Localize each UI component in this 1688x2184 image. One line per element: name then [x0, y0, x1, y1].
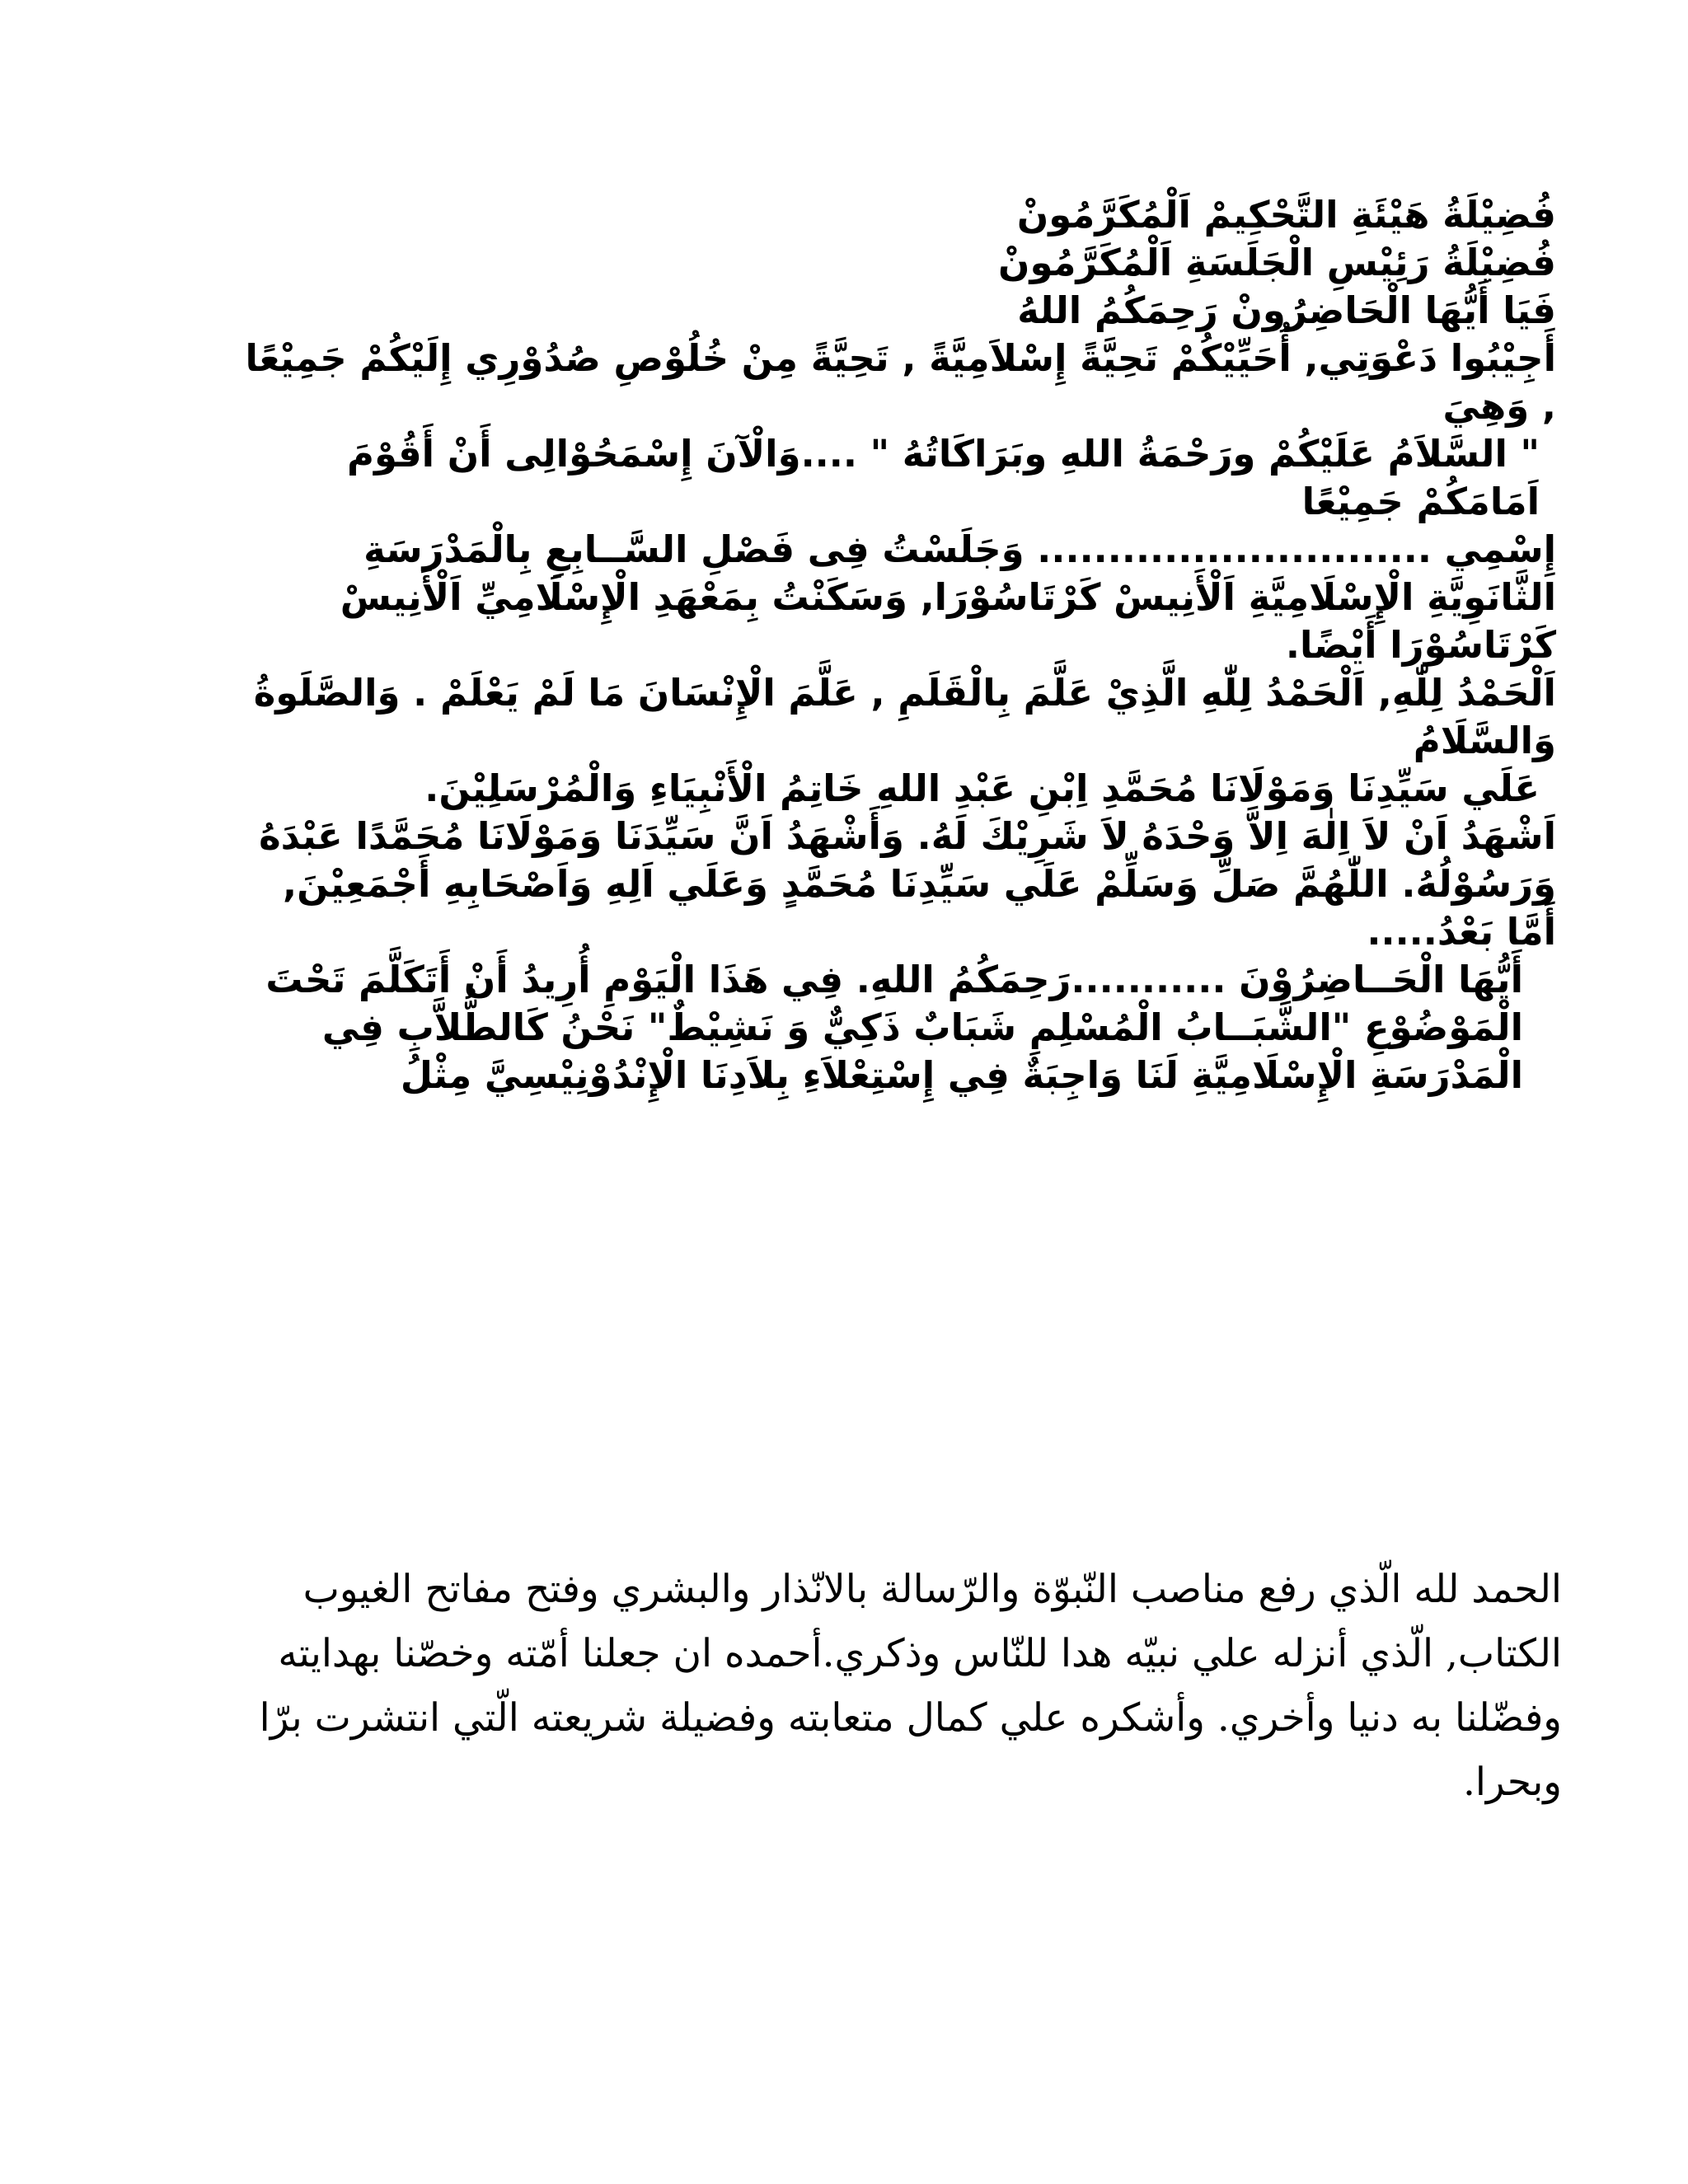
greeting-line-audience: فَيَا أَيُّهَا الْحَاضِرُونْ رَحِمَكُمُ اللهُ	[1017, 288, 1556, 332]
topic-paragraph: أَيُّهَا الْحَــاضِرُوْنَ ...........رَحِمَكُمُ اللهِ. فِي هَذَا الْيَوْمِ أُرِيدُ أَنْ أَتَكَلَّمَ تَحْتَ الْمَوْضُوْعِ "الشَّبَــابُ الْمُسْلِمِ شَبَابٌ ذَكِيٌّ وَ نَشِيْطٌ" نَحْنُ كَالطُّلاَّبِ فِي الْمَدْرَسَةِ الْإِسْلَامِيَّةِ لَنَا وَاجِبَةٌ فِي إِسْتِعْلاَءِ بِلاَدِنَا الْإِنْدُوْنِيْسِيَّ مِثْلُ	[265, 958, 1523, 1097]
khutbah-paragraph: الحمد لله الّذي رفع مناصب النّبوّة والرّسالة بالانّذار والبشري وفتح مفاتح الغيوب الكتاب, الّذي أنزله علي نبيّه هدا للنّاس وذكري.أحمده ان جعلنا أمّته وخصّنا بهدايته وفضّلنا به دنيا وأخري. وأشكره علي كمال متعابته وفضيلة شريعته الّتي انتشرت برّا وبحرا.	[259, 1567, 1562, 1805]
introduction-paragraph: إِسْمِي ............................ وَجَلَسْتُ فِى فَصْلِ السَّــابِعِ بِالْمَدْرَسَةِ الثَّانَوِيَّةِ الْإِسْلَامِيَّةِ اَلْأَنِيسْ كَرْتَاسُوْرَا, وَسَكَنْتُ بِمَعْهَدِ الْإِسْلَامِيِّ اَلْأَنِيسْ كَرْتَاسُوْرَا أَيْضًا.	[340, 527, 1556, 667]
khutbah-text-block	[235, 1558, 1562, 1815]
salam-paragraph: " السَّلاَمُ عَلَيْكُمْ ورَحْمَةُ اللهِ وبَرَاكَاتُهُ " ....وَالْآنَ إِسْمَحُوْالِى أَنْ أَقُوْمَ اَمَامَكُمْ جَمِيْعًا	[347, 432, 1540, 523]
greeting-paragraph: أَجِيْبُوا دَعْوَتِي, أُحَيِّيْكُمْ تَحِيَّةً إِسْلاَمِيَّةً , تَحِيَّةً مِنْ خُلُوْصِ صُدُوْرِي إِلَيْكُمْ جَمِيْعًا , وَهِيَ	[245, 336, 1556, 428]
greeting-line-chair: فُضِيْلَةُ رَئِيْسِ الْجَلَسَةِ اَلْمُكَرَّمُونْ	[998, 241, 1556, 284]
speech-text-block	[231, 191, 1556, 1099]
shahadah-paragraph: اَشْهَدُ اَنْ لاَ اِلٰهَ اِلاَّ وَحْدَهُ لاَ شَرِيْكَ لَهُ. وَأَشْهَدُ اَنَّ سَيِّدَنَا وَمَوْلَانَا مُحَمَّدًا عَبْدَهُ وَرَسُوْلُهُ. اللّٰهُمَّ صَلِّ وَسَلِّمْ عَلَي سَيِّدِنَا مُحَمَّدٍ وَعَلَي اَلِهِ وَاَصْحَابِهِ أَجْمَعِيْنَ, أَمَّا بَعْدُ.....	[259, 814, 1556, 954]
salawat-line: عَلَي سَيِّدِنَا وَمَوْلَانَا مُحَمَّدِ اِبْنِ عَبْدِ اللهِ خَاتِمُ الْأَنْبِيَاءِ وَالْمُرْسَلِيْنَ.	[424, 766, 1540, 810]
hamdalah-paragraph: اَلْحَمْدُ لِلّٰهِ, اَلْحَمْدُ لِلّٰهِ الَّذِيْ عَلَّمَ بِالْقَلَمِ , عَلَّمَ الْإِنْسَانَ مَا لَمْ يَعْلَمْ . وَالصَّلَوةُ وَالسَّلَامُ	[253, 671, 1556, 762]
greeting-line-judges: فُضِيْلَةُ هَيْئَةِ التَّحْكِيمْ اَلْمُكَرَّمُونْ	[1016, 193, 1556, 237]
